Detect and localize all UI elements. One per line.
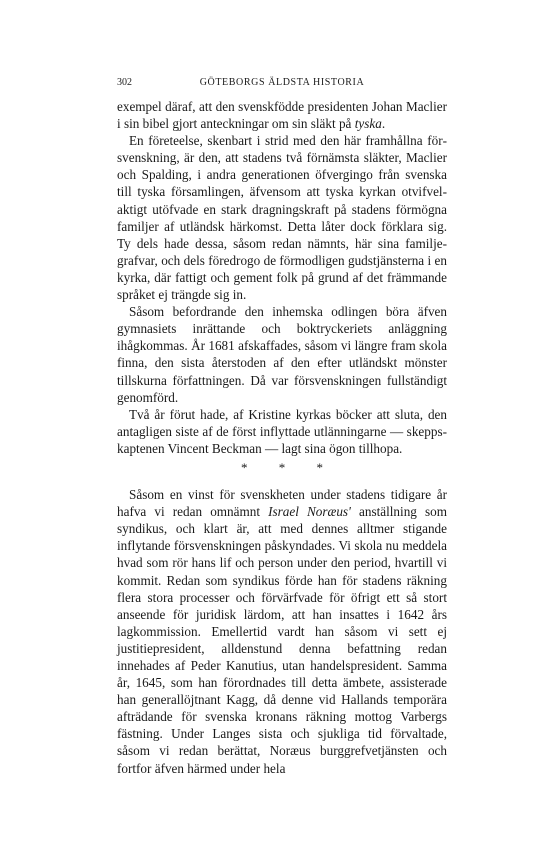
paragraph: Två år förut hade, af Kristine kyrkas böcker att sluta, den antagligen siste af de först inflyttade utlänningarne — skeppskaptenen Vincent Beckman — lagt sina ögon tillhopa. [117, 406, 447, 456]
paragraph-section-start: Såsom en vinst för svenskheten under stadens tidigare år hafva vi redan omnämnt Israel Noræus' anställning som syndikus, och klart är, att med dennes alltmer stigande inflytande försvenskningen påskyndades. Vi skola nu meddela hvad som rör hans lif och person under den period, hvartill vi kommit. Redan som syndikus förde han för stadens räkning flera stora processer och förvärfvade för öfrigt ett så stort anseende för juridisk lärdom, att han insattes i 1642 års lagkommission. Emellertid vardt han såsom vi sett ej justitiepresident, alldenstund denna befattning redan innehades af Peder Kanutius, utan handelspresident. Samma år, 1645, som han förordnades till detta ämbete, assisterade han generallöjtnant Kagg, då denne vid Hallands temporära afträdande för svenska kronans räkning mottog Varbergs fästning. Under Langes sista och sjukliga tid förvaltade, såsom vi redan berättat, Noræus burggrefvetjänsten och fortfor äfven härmed under hela [117, 487, 447, 776]
paragraph: Såsom befordrande den inhemska odlingen böra äfven gymnasiets inrättande och boktryckeriets anläggning ihågkommas. År 1681 afskaffades, såsom vi längre fram skola finna, den sista återstoden af den efter utländskt mönster tillskurna författningen. Då var försvenskningen fullständigt genomförd. [117, 304, 447, 405]
running-title: GÖTEBORGS ÄLDSTA HISTORIA [199, 77, 365, 88]
section-asterism: * * * [241, 459, 337, 475]
italic-name: Israel Noræus' [268, 504, 351, 520]
page-number: 302 [117, 77, 132, 88]
paragraph: En företeelse, skenbart i strid med den här framhållna försvenskning, är den, att stadens två förnämsta släkter, Maclier och Spalding, i andra generationen öfvergingo från svenska till tyska församlingen, äfvensom att tyska kyrkan otvifvelaktigt utöfvade en stark dragningskraft på stadens förmögna familjer af utländsk härkomst. Detta låter dock förklara sig. Ty dels hade dessa, såsom redan nämnts, här sina familjegrafvar, och dels föredrogo de förmodligen gudstjänsterna i en kyrka, där fattigt och gement folk på grund af det främmande språket ej trängde sig in. [117, 133, 447, 303]
page-header [117, 76, 447, 90]
paragraph-continuation: exempel däraf, att den svenskfödde presidenten Johan Maclier i sin bibel gjort anteckningar om sin släkt på tyska. [117, 99, 447, 132]
upper-text-block [117, 98, 447, 777]
italic-word: tyska [354, 116, 382, 132]
